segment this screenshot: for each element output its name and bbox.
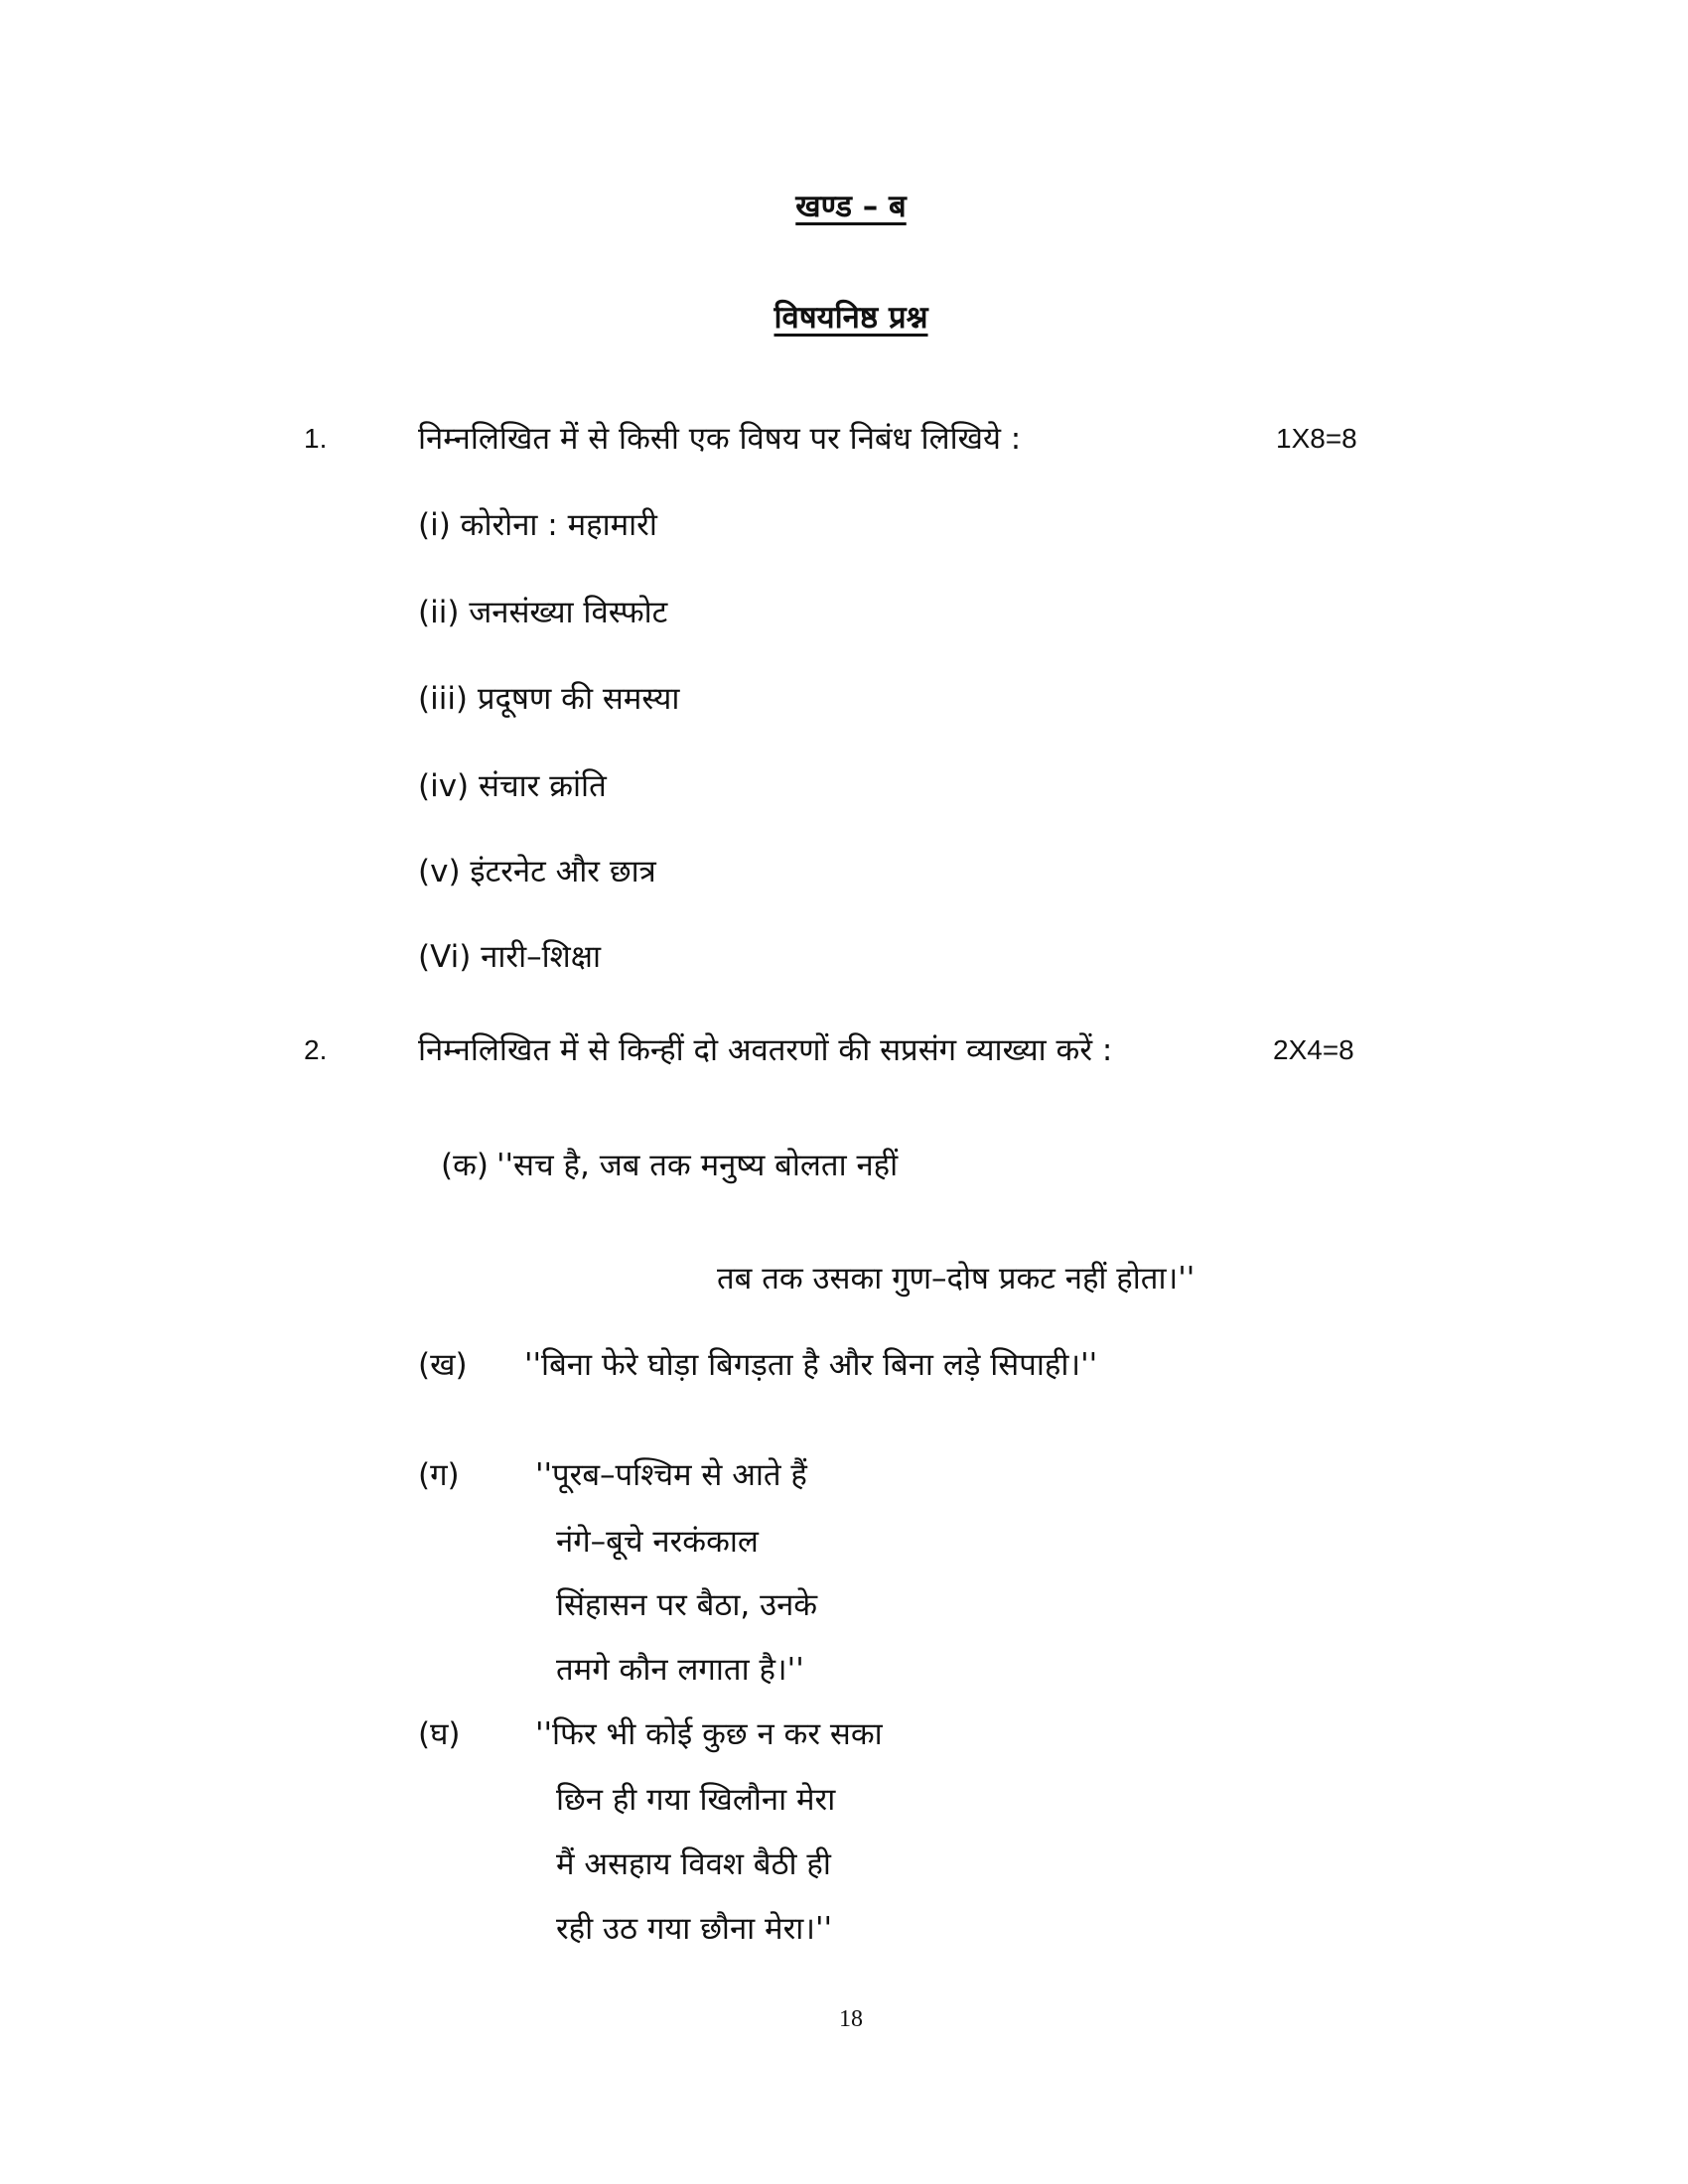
essay-option: (Vi) नारी–शिक्षा [418,939,601,975]
question-marks: 2X4=8 [1273,1034,1354,1065]
passage-line: तब तक उसका गुण–दोष प्रकट नहीं होता।'' [717,1261,1196,1297]
passage-line: नंगे–बूचे नरकंकाल [556,1524,759,1560]
passage-label: (ख) [418,1347,468,1383]
page-number: 18 [839,2006,863,2032]
essay-option: (v) इंटरनेट और छात्र [418,854,656,889]
passage-line: ''फिर भी कोई कुछ न कर सका [535,1716,883,1752]
section-title: खण्ड – ब [795,189,907,224]
passage-label: (ग) [418,1457,460,1493]
essay-option: (i) कोरोना : महामारी [418,507,657,543]
passage-line: ''सच है, जब तक मनुष्य बोलता नहीं [496,1148,899,1183]
question-text: निम्नलिखित में से किन्हीं दो अवतरणों की सप्रसंग व्याख्या करें : [418,1032,1113,1068]
question-text: निम्नलिखित में से किसी एक विषय पर निबंध लिखिये : [418,421,1022,457]
passage-line: मैं असहाय विवश बैठी ही [556,1846,831,1882]
question-number: 1. [304,423,328,454]
essay-option: (iii) प्रदूषण की समस्या [418,681,680,717]
section-subtitle: विषयनिष्ठ प्रश्न [774,300,928,336]
essay-option: (iv) संचार क्रांति [418,768,607,804]
passage-line: रही उठ गया छौना मेरा।'' [556,1911,833,1947]
passage-line: सिंहासन पर बैठा, उनके [556,1587,818,1623]
question-marks: 1X8=8 [1276,423,1357,454]
essay-option: (ii) जनसंख्या विस्फोट [418,595,668,630]
passage-label: (क) [441,1148,489,1183]
passage-line: ''बिना फेरे घोड़ा बिगड़ता है और बिना लड़े सिपाही।'' [524,1347,1098,1383]
passage-line: छिन ही गया खिलौना मेरा [556,1782,836,1818]
question-number: 2. [304,1034,328,1065]
passage-line: ''पूरब–पश्चिम से आते हैं [535,1457,807,1493]
passage-line: तमगे कौन लगाता है।'' [556,1652,804,1688]
passage-label: (घ) [418,1716,461,1752]
